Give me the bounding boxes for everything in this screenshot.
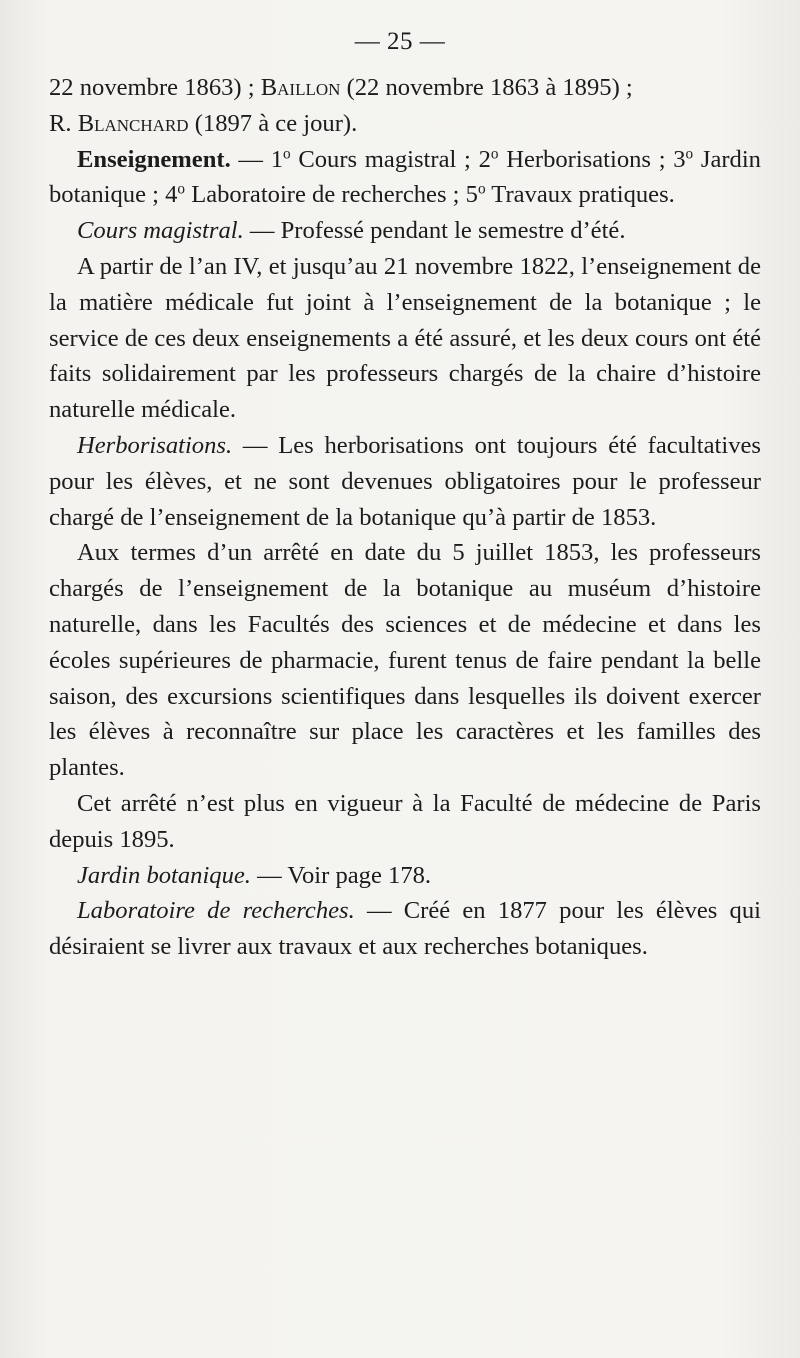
page-number: — 25 — — [354, 28, 446, 55]
section-heading-laboratoire: Laboratoire de recherches. — [77, 897, 355, 925]
paragraph-vigueur: Cet arrêté n’est plus en vigueur à la Faculté de médecine de Paris depuis 1895. — [49, 789, 761, 853]
name-blanchard: Blanchard — [77, 109, 189, 137]
paragraph-jardin-botanique: Jardin botanique. — Voir page 178. — [77, 861, 432, 889]
paragraph-cours-magistral: Cours magistral. — Professé pendant le semestre d’été. — [77, 217, 626, 245]
paragraph-laboratoire: Laboratoire de recherches. — Créé en 1877 pour les élèves qui désiraient se livrer aux travaux et aux recherches botaniques. — [49, 897, 761, 961]
section-heading-jardin-botanique: Jardin botanique. — [77, 861, 251, 889]
section-heading-enseignement: Enseignement. — [77, 145, 231, 173]
body-text — [49, 70, 761, 965]
paragraph-enseignement: Enseignement. — 1$^o$ Cours magistral ; 2$^o$ Herborisations ; 3$^o$ Jardin botanique ; 4$^o$ Laboratoire de recherches ; 5$^o$ Travaux pratiques. — [49, 145, 761, 209]
section-heading-herborisations: Herborisations. — [77, 431, 233, 459]
paragraph-matiere-medicale: A partir de l’an IV, et jusqu’au 21 novembre 1822, l’enseignement de la matière médicale fut joint à l’enseignement de la botanique ; le service de ces deux enseignements a été assuré, et les deux cours ont été faits solidairement par les professeurs chargés de la chaire d’histoire naturelle médicale. — [49, 252, 761, 424]
paragraph-continuation — [49, 70, 761, 142]
section-heading-cours-magistral: Cours magistral. — [77, 217, 244, 245]
text-run: 22 novembre 1863) ; — [49, 74, 261, 101]
name-baillon: Baillon — [260, 74, 341, 101]
paragraph-herborisations: Herborisations. — Les herborisations ont toujours été facultatives pour les élèves, et ne sont devenues obligatoires pour le professeur chargé de l’enseignement de la botanique qu’à partir de 1853. — [49, 431, 761, 531]
text-run: R. — [49, 109, 78, 137]
paragraph-arrete: Aux termes d’un arrêté en date du 5 juillet 1853, les professeurs chargés de l’enseignement de la botanique au muséum d’histoire naturelle, dans les Facultés des sciences et de médecine et dans les écoles supérieures de pharmacie, furent tenus de faire pendant la belle saison, des excursions scientifiques dans lesquelles ils doivent exercer les élèves à reconnaître sur place les caractères et les familles des plantes. — [49, 539, 761, 782]
text-run: (1897 à ce jour). — [188, 109, 358, 137]
text-run: (22 novembre 1863 à 1895) ; — [340, 74, 633, 101]
